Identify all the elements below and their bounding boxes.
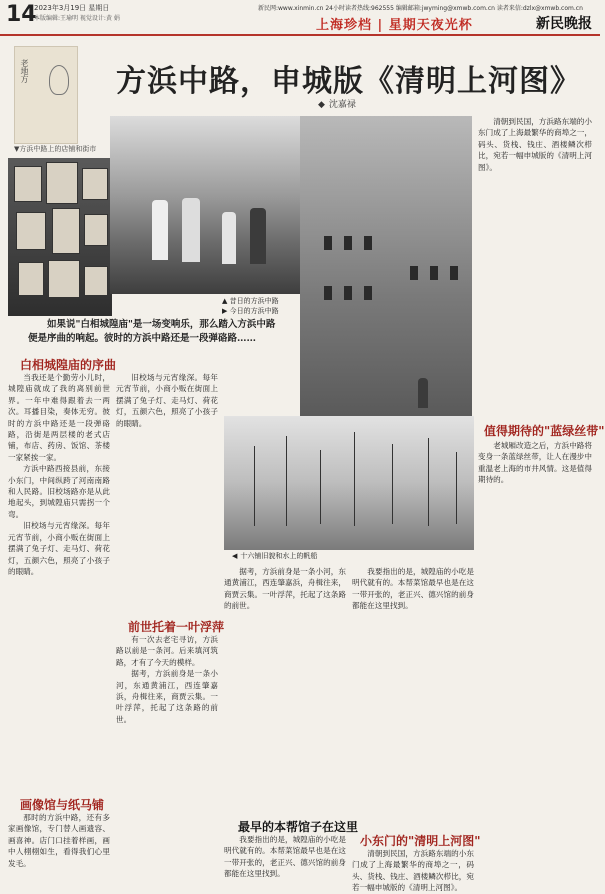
portrait-frame: [14, 166, 42, 202]
portrait-frame: [84, 266, 108, 296]
body-column: 有一次去老宅寻访，方浜路以前是一条河。后来填河筑路，才有了今天的模样。 据考，方浜前身是一条小河，东通黄浦江，西连肇嘉浜，舟楫往来，商贾云集。一叶浮萍，托起了这条路的前世。: [116, 635, 218, 724]
portrait-frame: [84, 214, 108, 246]
sketch-inscription: 老地方: [20, 59, 29, 83]
body-column: 清朝到民国，方浜路东端的小东门成了上海最繁华的商埠之一，码头、货栈、钱庄、酒楼鳞次栉比，宛若一幅申城版的《清明上河图》。: [478, 117, 592, 172]
page-number: 14: [6, 2, 37, 27]
building-window: [324, 236, 332, 250]
section-heading: 前世托着一叶浮萍: [128, 620, 225, 634]
body-column: 我要指出的是，城隍庙的小吃是明代就有的。本帮菜馆最早也是在这一带开张的，老正兴、德兴馆的前身都能在这里找到。: [352, 567, 474, 611]
pedestrian-figure: [152, 200, 168, 260]
harbor-photo-caption: ◀ 十六铺旧貌和水上的帆船: [232, 552, 318, 560]
page-title: 方浜中路，申城版《清明上河图》: [116, 64, 581, 99]
pedestrian-figure: [418, 378, 428, 408]
boat-mast: [354, 432, 355, 526]
sketch-caption: ▼方浜中路上的店铺和街市: [14, 145, 97, 153]
sketch-figure: [49, 65, 69, 95]
pedestrian-figure: [250, 208, 266, 264]
body-column: 那时的方浜中路，还有多家画像馆，专门替人画遗容、画喜神。店门口挂着样画，画中人栩栩如生，看得我们心里发毛。: [8, 813, 110, 868]
body-column: 当我还是个勤劳小儿时，城隍庙就成了我的离别前世界。一年中难得跟着去一两次。耳播目染，奏体无穷。彼时的方浜中路还是一段弹硌路，沿街是两层楼的老式店铺，布店、药房、饭馆、茶楼一家紧挨一家。 方浜中路西接县前，东接小东门，中间纵跨了河南南路和人民路。旧校场路亦是从此地起头，到城隍庙只需拐一个弯。 旧校场与元宵缘深。每年元宵节前，小商小贩在街面上摆满了兔子灯、走马灯、荷花灯，五颜六色，照亮了小孩子的眼睛。: [8, 373, 110, 576]
section-heading: 最早的本帮馆子在这里: [238, 820, 359, 834]
photo-wall-portraits: [8, 158, 112, 316]
portrait-frame: [18, 262, 44, 296]
boat-mast: [456, 452, 457, 524]
street-photo-caption: ▲ 昔日的方浜中路 ▶ 今日的方浜中路: [222, 297, 279, 315]
sketch-illustration: [14, 46, 78, 144]
body-column: 清朝到民国，方浜路东端的小东门成了上海最繁华的商埠之一，码头、货栈、钱庄、酒楼鳞次栉比，宛若一幅申城版的《清明上河图》。: [352, 849, 474, 893]
boat-mast: [428, 438, 429, 526]
portrait-frame: [52, 208, 80, 254]
body-column: 我要指出的是，城隍庙的小吃是明代就有的。本帮菜馆最早也是在这一带开张的，老正兴、德兴馆的前身都能在这里找到。: [224, 835, 346, 879]
article-intro: 如果说"白相城隍庙"是一场变响乐，那么踏入方浜中路便是序曲的响起。彼时的方浜中路还是一段弹硌路……: [28, 319, 276, 344]
section-heading: 白相城隍庙的序曲: [20, 358, 117, 372]
column-title: 上海珍档 | 星期天夜光杯: [316, 18, 473, 33]
body-column: 旧校场与元宵缘深。每年元宵节前，小商小贩在街面上摆满了兔子灯、走马灯、荷花灯，五颜六色，照亮了小孩子的眼睛。: [116, 373, 218, 428]
photo-harbor-sailboats: [224, 416, 474, 550]
author-name: 沈嘉禄: [328, 100, 356, 110]
page-header: [0, 0, 600, 36]
building-window: [450, 266, 458, 280]
portrait-frame: [82, 168, 108, 200]
pedestrian-figure: [222, 212, 236, 264]
section-heading: 画像馆与纸马铺: [20, 798, 105, 812]
building-window: [430, 266, 438, 280]
building-window: [364, 236, 372, 250]
photo-old-street: [110, 116, 300, 294]
building-window: [344, 236, 352, 250]
building-window: [344, 286, 352, 300]
section-heading: 小东门的"清明上河图": [360, 834, 481, 848]
building-window: [324, 286, 332, 300]
contact-line: 新民网:www.xinmin.cn 24小时读者热线:962555 编辑邮箱:jwyming@xmwb.com.cn 读者来信:dzlx@xmwb.com.cn: [258, 5, 583, 12]
paper-logo: 新民晚报: [536, 16, 592, 32]
editor-credits: 本版编辑:王瑜明 视觉设计:黄 娟: [34, 15, 120, 22]
section-heading: 值得期待的"蓝绿丝带": [484, 424, 605, 438]
portrait-frame: [48, 260, 80, 298]
portrait-frame: [46, 162, 78, 204]
building-window: [410, 266, 418, 280]
body-column: 据考，方浜前身是一条小河，东通黄浦江，西连肇嘉浜，舟楫往来，商贾云集。一叶浮萍，托起了这条路的前世。: [224, 567, 346, 611]
issue-date: 2023年3月19日 星期日: [34, 4, 110, 12]
boat-mast: [286, 436, 287, 526]
boat-mast: [392, 444, 393, 524]
portrait-frame: [16, 212, 46, 250]
pedestrian-figure: [182, 198, 200, 262]
boat-mast: [254, 446, 255, 526]
boat-mast: [320, 450, 321, 524]
body-column: 老城厢改造之后，方浜中路将变身一条蓝绿丝带，让人在漫步中重温老上海的市井风情。这是值得期待的。: [478, 441, 592, 485]
photo-modern-street: [300, 116, 472, 416]
building-window: [364, 286, 372, 300]
author-byline: ◆ 沈嘉禄: [318, 100, 356, 110]
